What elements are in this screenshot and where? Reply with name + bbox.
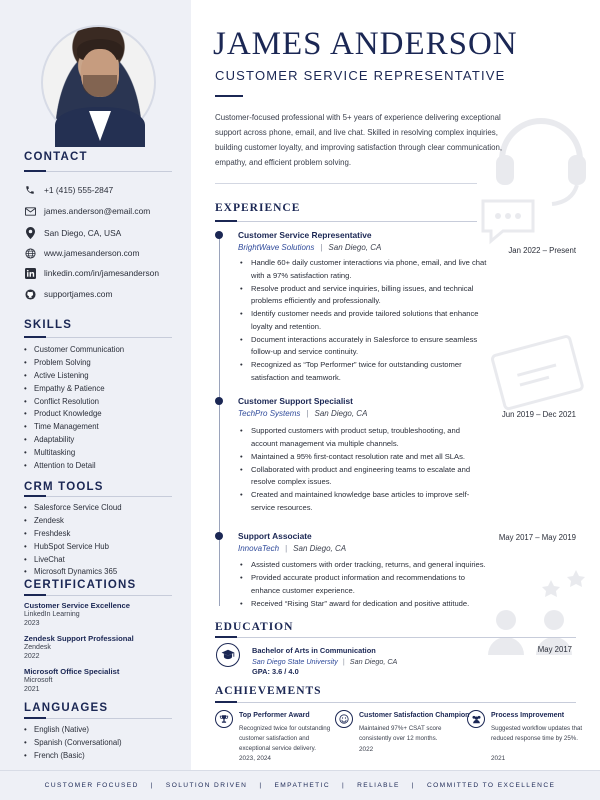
achievement-title: Process Improvement — [491, 712, 565, 719]
certification-title: Customer Service Excellence — [24, 601, 130, 610]
certifications-divider — [24, 595, 172, 596]
job-company: InnovaTech — [238, 544, 280, 553]
job-dates: Jan 2022 – Present — [508, 246, 576, 255]
experience-heading: EXPERIENCE — [215, 202, 301, 214]
achievement-description: Suggested workflow updates that reduced response time by 25%. — [491, 725, 583, 742]
crm-item: • LiveChat — [24, 554, 122, 567]
skill-item: • Adaptability — [24, 434, 124, 447]
certification-year: 2022 — [24, 653, 40, 660]
contact-phone[interactable] — [24, 183, 113, 197]
skill-item: • Problem Solving — [24, 357, 124, 370]
skill-item: • Multitasking — [24, 447, 124, 460]
achievements-heading: ACHIEVEMENTS — [215, 685, 322, 697]
education-school: San Diego State University — [252, 657, 338, 666]
language-item: • English (Native) — [24, 724, 122, 737]
contact-website[interactable] — [24, 246, 139, 260]
job-dates: May 2017 – May 2019 — [498, 533, 576, 542]
certification-issuer: LinkedIn Learning — [24, 611, 80, 618]
languages-list — [24, 724, 122, 763]
certification-year: 2021 — [24, 686, 40, 693]
experience-divider — [215, 221, 477, 222]
phone-icon — [24, 184, 36, 196]
experience-timeline — [219, 234, 220, 606]
education-school-line: San Diego State University | San Diego, CA — [252, 657, 398, 666]
job-company: BrightWave Solutions — [238, 243, 315, 252]
skill-item: • Active Listening — [24, 370, 124, 383]
certification-item — [24, 634, 134, 661]
professional-summary: Customer-focused professional with 5+ years of experience delivering exceptional support across phone, email, and live chat. Skilled in resolving complex inquiries, building customer loyalty, and improving satisfaction through clear communication, empathy, and efficient problem solving. — [215, 113, 503, 167]
footer-item: SOLUTION DRIVEN — [165, 782, 248, 789]
education-location: San Diego, CA — [349, 657, 398, 666]
contact-linkedin[interactable] — [24, 266, 159, 280]
job-location: San Diego, CA — [314, 409, 368, 418]
skill-item: • Empathy & Patience — [24, 383, 124, 396]
github-icon — [24, 288, 36, 300]
candidate-name: JAMES ANDERSON — [213, 26, 518, 62]
skill-item: • Attention to Detail — [24, 460, 124, 473]
achievement-title: Top Performer Award — [239, 712, 310, 719]
crm-item: • Freshdesk — [24, 528, 122, 541]
job-bullets — [238, 257, 488, 385]
location-icon — [24, 227, 36, 239]
contact-phone-text: +1 (415) 555-2847 — [44, 185, 114, 195]
job-location: San Diego, CA — [328, 243, 382, 252]
contact-email-text: james.anderson@email.com — [44, 206, 151, 216]
job-bullet: • Recognized as “Top Performer” twice for outstanding customer satisfaction and teamwork. — [238, 359, 488, 384]
job-meta: BrightWave Solutions | San Diego, CA — [238, 243, 382, 252]
job-bullet: • Document interactions accurately in Salesforce to ensure seamless follow-up and service continuity. — [238, 334, 488, 359]
job-bullets — [238, 425, 488, 515]
job-bullet: • Maintained a 95% first-contact resolution rate and met all SLAs. — [238, 451, 488, 464]
job-bullet: • Provided accurate product information and recommendations to enhance customer experience. — [238, 572, 488, 597]
contact-linkedin-text: linkedin.com/in/jamesanderson — [44, 268, 159, 278]
languages-divider — [24, 718, 172, 719]
job-bullet: • Identify customer needs and provide tailored solutions that enhance loyalty and retention. — [238, 308, 488, 333]
contact-divider — [24, 171, 172, 172]
education-date: May 2017 — [537, 645, 572, 654]
job-company: TechPro Systems — [238, 409, 301, 418]
achievements-divider — [215, 702, 576, 703]
email-icon — [24, 205, 36, 217]
contact-github[interactable] — [24, 287, 112, 301]
certification-item — [24, 601, 130, 628]
crm-item: • HubSpot Service Hub — [24, 541, 122, 554]
contact-heading: CONTACT — [24, 151, 88, 163]
role-accent-line — [215, 95, 243, 97]
profile-photo — [41, 25, 156, 140]
footer-item: COMMITTED TO EXCELLENCE — [426, 782, 556, 789]
certification-item — [24, 667, 119, 694]
education-degree: Bachelor of Arts in Communication — [252, 646, 376, 655]
certifications-heading: CERTIFICATIONS — [24, 579, 137, 591]
footer-item: CUSTOMER FOCUSED — [44, 782, 139, 789]
timeline-dot — [215, 231, 223, 239]
job-location: San Diego, CA — [293, 544, 347, 553]
achievement-title: Customer Satisfaction Champion — [359, 712, 470, 719]
achievement-description: Recognized twice for outstanding customer satisfaction and exceptional service delivery. — [239, 725, 331, 752]
skills-heading: SKILLS — [24, 319, 73, 331]
contact-github-text: supportjames.com — [44, 289, 113, 299]
education-gpa: GPA: 3.6 / 4.0 — [252, 667, 299, 676]
contact-location — [24, 226, 121, 240]
job-bullet: • Assisted customers with order tracking, returns, and general inquiries. — [238, 559, 488, 572]
crm-item: • Salesforce Service Cloud — [24, 502, 122, 515]
skills-list — [24, 344, 124, 473]
job-meta: TechPro Systems | San Diego, CA — [238, 409, 368, 418]
crm-list — [24, 502, 122, 579]
candidate-role: CUSTOMER SERVICE REPRESENTATIVE — [215, 68, 506, 83]
education-divider — [215, 637, 576, 638]
footer-item: EMPATHETIC — [274, 782, 330, 789]
contact-email[interactable] — [24, 204, 150, 218]
job-title: Customer Support Specialist — [238, 396, 353, 406]
smiley-icon — [335, 710, 353, 728]
job-bullet: • Created and maintained knowledge base articles to improve self-service resources. — [238, 489, 488, 514]
achievement-description: Maintained 97%+ CSAT score consistently over 12 months. — [359, 725, 442, 742]
skill-item: • Conflict Resolution — [24, 396, 124, 409]
certification-issuer: Zendesk — [24, 644, 51, 651]
language-item: • French (Basic) — [24, 750, 122, 763]
languages-heading: LANGUAGES — [24, 702, 109, 714]
job-bullets — [238, 559, 488, 611]
timeline-dot — [215, 397, 223, 405]
graduation-cap-icon — [216, 643, 240, 667]
job-bullet: • Handle 60+ daily customer interactions via phone, email, and live chat with a 97% satisfaction rating. — [238, 257, 488, 282]
language-item: • Spanish (Conversational) — [24, 737, 122, 750]
crm-divider — [24, 496, 172, 497]
footer-tagline: CUSTOMER FOCUSED | SOLUTION DRIVEN | EMPATHETIC | RELIABLE | COMMITTED TO EXCELLENCE — [0, 770, 600, 800]
certification-title: Microsoft Office Specialist — [24, 667, 120, 676]
certification-issuer: Microsoft — [24, 677, 53, 684]
crm-item: • Zendesk — [24, 515, 122, 528]
globe-icon — [24, 247, 36, 259]
timeline-dot — [215, 532, 223, 540]
certification-year: 2023 — [24, 620, 40, 627]
job-meta: InnovaTech | San Diego, CA — [238, 544, 347, 553]
achievement-year: 2022 — [359, 746, 374, 753]
contact-location-text: San Diego, CA, USA — [44, 228, 122, 238]
chat-bubble-icon — [478, 196, 538, 246]
footer-item: RELIABLE — [357, 782, 400, 789]
job-bullet: • Supported customers with product setup, troubleshooting, and account management via multiple channels. — [238, 425, 488, 450]
skill-item: • Time Management — [24, 421, 124, 434]
linkedin-icon — [24, 267, 36, 279]
skill-item: • Product Knowledge — [24, 408, 124, 421]
headset-icon — [492, 100, 590, 210]
education-heading: EDUCATION — [215, 621, 294, 633]
job-title: Support Associate — [238, 531, 312, 541]
trophy-icon — [215, 710, 233, 728]
team-icon — [467, 710, 485, 728]
job-bullet: • Resolve product and service inquiries, billing issues, and technical problems efficiently and professionally. — [238, 283, 488, 308]
job-dates: Jun 2019 – Dec 2021 — [501, 410, 576, 419]
achievement-year: 2023, 2024 — [239, 755, 271, 762]
job-title: Customer Service Representative — [238, 230, 372, 240]
achievement-year: 2021 — [491, 755, 506, 762]
crm-item: • Microsoft Dynamics 365 — [24, 566, 122, 579]
ticket-icon — [488, 330, 588, 420]
summary-divider — [215, 183, 477, 184]
skills-divider — [24, 337, 172, 338]
job-bullet: • Received “Rising Star” award for dedication and positive attitude. — [238, 598, 488, 611]
contact-website-text: www.jamesanderson.com — [44, 248, 140, 258]
certification-title: Zendesk Support Professional — [24, 634, 134, 643]
skill-item: • Customer Communication — [24, 344, 124, 357]
job-bullet: • Collaborated with product and engineering teams to escalate and resolve complex issues. — [238, 464, 488, 489]
crm-heading: CRM TOOLS — [24, 481, 104, 493]
